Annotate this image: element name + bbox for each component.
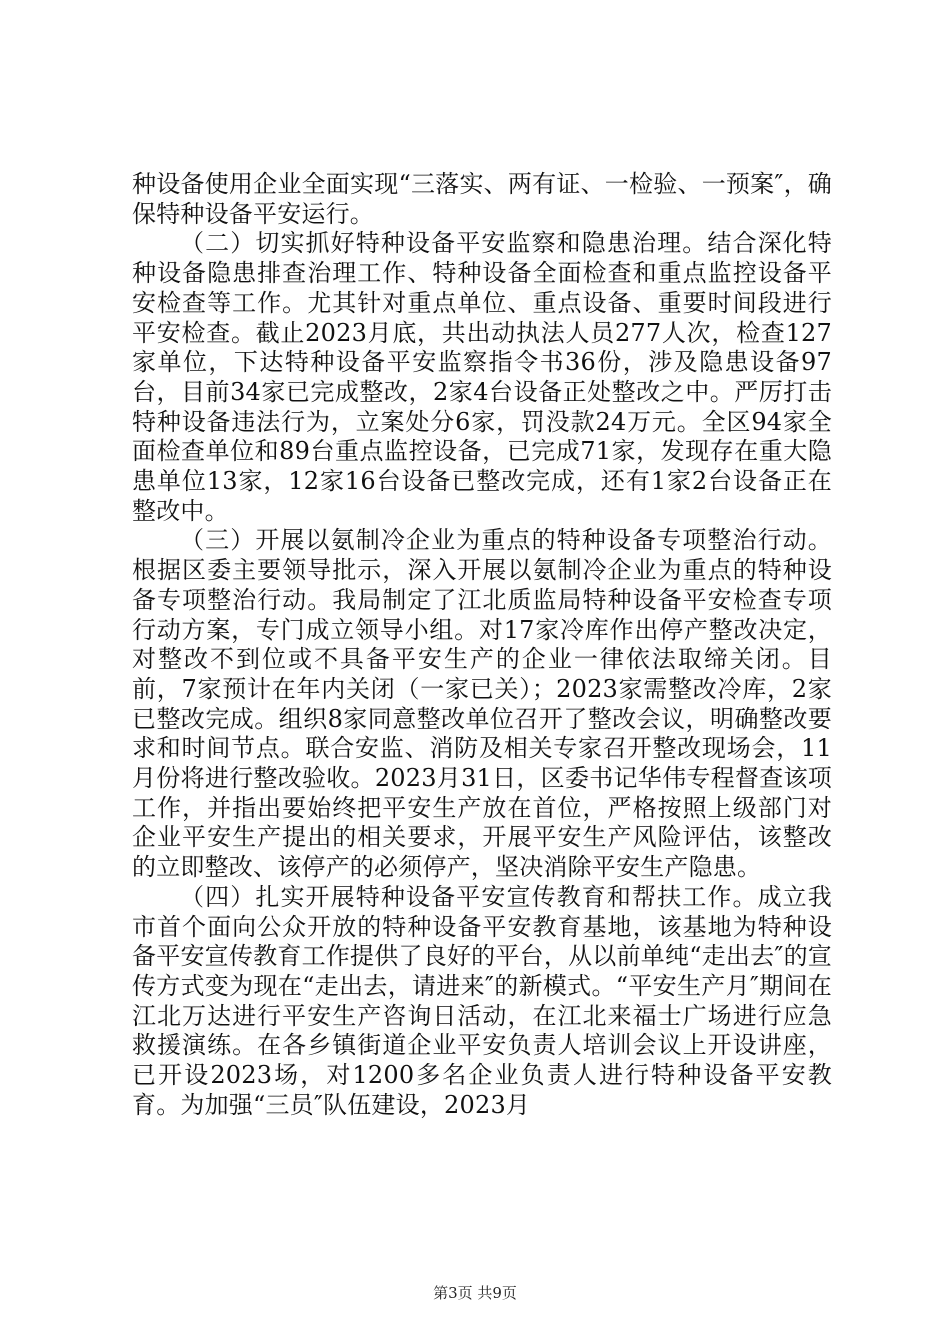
document-body (132, 170, 832, 1121)
page-number-footer: 第3页 共9页 (433, 1284, 517, 1302)
paragraph-continuation: 种设备使用企业全面实现“三落实、两有证、一检验、一预案″，确保特种设备平安运行。 (132, 170, 832, 228)
paragraph-ammonia-refrigeration: （三）开展以氨制冷企业为重点的特种设备专项整治行动。根据区委主要领导批示，深入开展以氨制冷企业为重点的特种设备专项整治行动。我局制定了江北质监局特种设备平安检查专项行动方案，专门成立领导小组。对17家冷库作出停产整改决定，对整改不到位或不具备平安生产的企业一律依法取缔关闭。目前，7家预计在年内关闭（一家已关）；2023家需整改冷库，2家已整改完成。组织8家同意整改单位召开了整改会议，明确整改要求和时间节点。联合安监、消防及相关专家召开整改现场会，11月份将进行整改验收。2023月31日，区委书记华伟专程督查该项工作，并指出要始终把平安生产放在首位，严格按照上级部门对企业平安生产提出的相关要求，开展平安生产风险评估，该整改的立即整改、该停产的必须停产，坚决消除平安生产隐患。 (132, 526, 832, 882)
paragraph-safety-education: （四）扎实开展特种设备平安宣传教育和帮扶工作。成立我市首个面向公众开放的特种设备平安教育基地，该基地为特种设备平安宣传教育工作提供了良好的平台，从以前单纯“走出去″的宣传方式变为现在“走出去，请进来″的新模式。“平安生产月″期间在江北万达进行平安生产咨询日活动，在江北来福士广场进行应急救援演练。在各乡镇街道企业平安负责人培训会议上开设讲座，已开设2023场，对1200多名企业负责人进行特种设备平安教育。为加强“三员″队伍建设，2023月 (132, 882, 832, 1119)
paragraph-inspection: （二）切实抓好特种设备平安监察和隐患治理。结合深化特种设备隐患排查治理工作、特种设备全面检查和重点监控设备平安检查等工作。尤其针对重点单位、重点设备、重要时间段进行平安检查。截止2023月底，共出动执法人员277人次，检查127家单位，下达特种设备平安监察指令书36份，涉及隐患设备97台，目前34家已完成整改，2家4台设备正处整改之中。严厉打击特种设备违法行为，立案处分6家，罚没款24万元。全区94家全面检查单位和89台重点监控设备，已完成71家，发现存在重大隐患单位13家，12家16台设备已整改完成，还有1家2台设备正在整改中。 (132, 229, 832, 525)
